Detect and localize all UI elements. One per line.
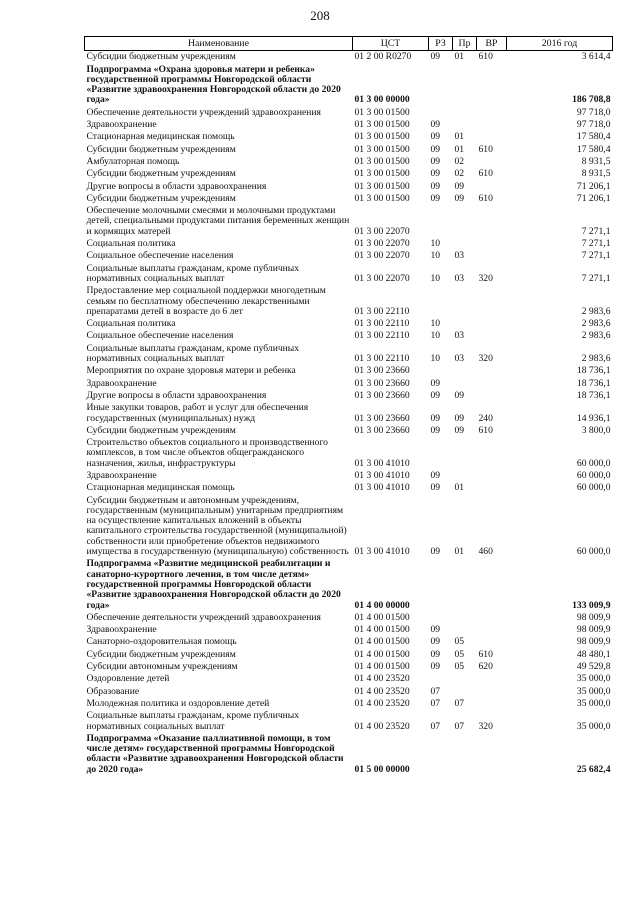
row-code: 01 3 00 41010 [354,469,410,481]
row-vr [477,131,507,143]
row-vr [477,673,507,685]
row-code: 01 4 00 00000 [354,599,410,611]
row-amount: 35 000,0 [576,673,611,685]
row-pr [453,558,477,611]
row-code: 01 3 00 23660 [354,389,410,401]
row-name: Социальное обеспечение населения [86,250,234,262]
row-pr: 05 [454,661,465,673]
row-pr [453,365,477,377]
row-rz: 09 [430,131,441,143]
row-rz: 09 [430,546,441,558]
table-row [85,470,613,482]
column-header-name: Наименование [85,37,353,51]
row-rz: 10 [430,272,441,284]
row-amount: 35 000,0 [576,685,611,697]
row-rz: 09 [430,180,441,192]
row-code: 01 4 00 01500 [354,648,410,660]
row-amount: 17 580,4 [576,143,611,155]
row-code: 01 3 00 00000 [354,94,410,106]
row-amount: 48 480,1 [576,648,611,660]
row-name: Социальная политика [86,318,176,330]
table-row [85,378,613,390]
row-code: 01 4 00 23520 [354,673,410,685]
row-code: 01 3 00 01500 [354,131,410,143]
row-name: Здравоохранение [86,624,157,636]
column-header-vr: ВР [477,37,507,51]
row-name: Социальные выплаты гражданам, кроме публичных нормативных социальных выплат [86,342,300,365]
row-code: 01 3 00 01500 [354,143,410,155]
row-code: 01 3 00 01500 [354,119,410,131]
row-code: 01 3 00 22070 [354,250,410,262]
table-row [85,661,613,673]
table-row [85,624,613,636]
row-pr [453,285,477,318]
row-name: Субсидии бюджетным учреждениям [86,648,236,660]
row-vr [477,285,507,318]
table-row [85,733,613,776]
row-amount: 60 000,0 [576,482,611,494]
row-pr: 07 [454,720,465,732]
row-name: Оздоровление детей [86,673,170,685]
row-vr: 610 [478,168,493,180]
row-pr: 02 [454,168,465,180]
row-rz: 09 [430,412,441,424]
row-amount: 18 736,1 [576,389,611,401]
row-vr: 320 [478,272,493,284]
row-rz [429,673,453,685]
table-row [85,107,613,119]
row-pr [453,318,477,330]
row-name: Стационарная медицинская помощь [86,131,235,143]
row-name: Санаторно-оздоровительная помощь [86,636,237,648]
table-row [85,437,613,470]
row-vr [477,64,507,107]
row-name: Другие вопросы в области здравоохранения [86,180,267,192]
table-row [85,318,613,330]
row-amount: 2 983,6 [581,353,611,365]
row-pr [453,107,477,119]
row-vr [477,238,507,250]
row-pr: 09 [454,412,465,424]
table-row [85,343,613,366]
row-vr [477,558,507,611]
row-amount: 133 009,9 [572,599,611,611]
row-rz [429,285,453,318]
row-amount: 97 718,0 [576,119,611,131]
row-amount: 7 271,1 [581,225,611,237]
row-pr [453,378,477,390]
row-code: 01 3 00 22110 [354,318,410,330]
row-vr [477,624,507,636]
row-rz: 09 [430,636,441,648]
row-code: 01 3 00 22110 [354,330,410,342]
row-amount: 186 708,8 [572,94,611,106]
row-vr [477,365,507,377]
row-pr: 03 [454,353,465,365]
row-pr [453,612,477,624]
row-name: Здравоохранение [86,377,157,389]
table-row [85,365,613,377]
row-rz [429,733,453,776]
row-rz: 09 [430,155,441,167]
row-code: 01 4 00 01500 [354,611,410,623]
row-code: 01 3 00 41010 [354,546,410,558]
row-name: Здравоохранение [86,119,157,131]
row-rz [429,205,453,238]
row-vr [477,470,507,482]
row-rz: 09 [430,469,441,481]
row-name: Предоставление мер социальной поддержки многодетным семьям по бесплатному обеспечению лекарственными препаратами детей в возрасте до 6 лет [86,285,326,317]
row-vr [477,119,507,131]
column-header-pr: Пр [453,37,477,51]
row-name: Иные закупки товаров, работ и услуг для обеспечения государственных (муниципальных) нужд [86,402,309,424]
row-code: 01 4 00 01500 [354,661,410,673]
row-amount: 7 271,1 [581,250,611,262]
table-row [85,425,613,437]
row-amount: 18 736,1 [576,365,611,377]
row-code: 01 3 00 22110 [354,305,410,317]
row-amount: 49 529,8 [576,661,611,673]
row-name: Строительство объектов социального и производственного комплексов, в том числе объектов общегражданского назначения, жилья, инфраструктуры [86,437,328,469]
row-pr [453,470,477,482]
row-vr [477,686,507,698]
row-vr [477,698,507,710]
row-amount: 98 009,9 [576,624,611,636]
row-rz: 09 [430,482,441,494]
row-pr: 03 [454,250,465,262]
row-amount: 7 271,1 [581,272,611,284]
row-vr [477,378,507,390]
row-name: Другие вопросы в области здравоохранения [86,389,267,401]
table-row [85,285,613,318]
row-pr: 03 [454,330,465,342]
row-rz: 10 [430,330,441,342]
row-amount: 18 736,1 [576,377,611,389]
row-rz [429,437,453,470]
row-rz: 09 [430,624,441,636]
table-row [85,686,613,698]
row-name: Социальная политика [86,238,176,250]
row-code: 01 4 00 01500 [354,636,410,648]
row-amount: 3 800,0 [581,424,611,436]
row-code: 01 3 00 22110 [354,353,410,365]
row-rz: 09 [430,143,441,155]
row-vr [477,437,507,470]
row-amount: 35 000,0 [576,720,611,732]
row-rz [429,107,453,119]
row-amount: 2 983,6 [581,330,611,342]
table-row [85,250,613,262]
row-rz [429,558,453,611]
row-amount: 35 000,0 [576,697,611,709]
row-name: Образование [86,685,140,697]
table-header-row [85,37,613,51]
row-pr [453,624,477,636]
table-row [85,181,613,193]
row-vr [477,181,507,193]
row-vr [477,156,507,168]
row-vr: 610 [478,143,493,155]
row-pr: 01 [454,143,465,155]
row-rz: 09 [430,661,441,673]
row-name: Обеспечение деятельности учреждений здравоохранения [86,106,321,118]
row-code: 01 5 00 00000 [354,763,410,775]
row-vr [477,205,507,238]
table-row [85,636,613,648]
row-amount: 25 682,4 [576,763,611,775]
row-pr: 05 [454,636,465,648]
row-amount: 60 000,0 [576,469,611,481]
table-row [85,156,613,168]
row-vr: 620 [478,661,493,673]
row-vr: 610 [478,424,493,436]
row-vr: 320 [478,353,493,365]
row-name: Социальные выплаты гражданам, кроме публичных нормативных социальных выплат [86,710,300,732]
row-name: Субсидии бюджетным учреждениям [86,51,236,63]
row-vr: 240 [478,412,493,424]
row-name: Подпрограмма «Оказание паллиативной помощи, в том числе детям» государственной программы Новгородской области «Развитие здравоохранения Новгородской области до 2020 года» [86,732,344,775]
row-name: Субсидии бюджетным учреждениям [86,424,236,436]
table-row [85,330,613,342]
column-header-amount: 2016 год [507,37,613,51]
table-row [85,205,613,238]
row-rz: 09 [430,51,441,63]
table-row [85,710,613,733]
row-pr [453,673,477,685]
row-amount: 3 614,4 [581,51,611,63]
row-pr [453,119,477,131]
row-rz: 09 [430,389,441,401]
row-amount: 8 931,5 [581,155,611,167]
table-row [85,402,613,425]
row-vr [477,107,507,119]
row-amount: 71 206,1 [576,180,611,192]
row-name: Здравоохранение [86,469,157,481]
row-amount: 7 271,1 [581,238,611,250]
row-rz: 07 [430,685,441,697]
budget-table [84,36,613,776]
table-row [85,238,613,250]
row-amount: 98 009,9 [576,636,611,648]
row-name: Подпрограмма «Охрана здоровья матери и ребенка» государственной программы Новгородской области «Развитие здравоохранения Новгородской области до 2020 года» [86,63,341,106]
row-amount: 2 983,6 [581,305,611,317]
row-rz: 09 [430,424,441,436]
row-rz: 09 [430,119,441,131]
row-code: 01 4 00 01500 [354,624,410,636]
table-row [85,612,613,624]
row-vr: 320 [478,720,493,732]
row-code: 01 3 00 01500 [354,192,410,204]
row-pr [453,64,477,107]
row-code: 01 3 00 22070 [354,272,410,284]
row-name: Молодежная политика и оздоровление детей [86,697,270,709]
row-pr: 02 [454,155,465,167]
row-code: 01 3 00 23660 [354,365,410,377]
row-pr: 01 [454,131,465,143]
row-pr: 09 [454,424,465,436]
row-name: Субсидии бюджетным учреждениям [86,168,236,180]
row-name: Стационарная медицинская помощь [86,482,235,494]
table-row [85,698,613,710]
row-code: 01 3 00 01500 [354,106,410,118]
row-rz: 10 [430,318,441,330]
table-row [85,390,613,402]
row-vr [477,612,507,624]
row-pr [453,733,477,776]
row-vr: 610 [478,51,493,63]
row-code: 01 4 00 23520 [354,720,410,732]
row-pr: 01 [454,482,465,494]
row-code: 01 4 00 23520 [354,685,410,697]
row-pr [453,238,477,250]
row-code: 01 3 00 22070 [354,238,410,250]
row-pr: 09 [454,389,465,401]
table-row [85,263,613,286]
table-row [85,64,613,107]
row-name: Субсидии бюджетным учреждениям [86,143,236,155]
table-row [85,119,613,131]
row-rz: 07 [430,697,441,709]
row-name: Субсидии автономным учреждениям [86,661,238,673]
table-body [85,51,613,776]
row-vr [477,250,507,262]
row-code: 01 3 00 41010 [354,457,410,469]
table-row [85,144,613,156]
table-row [85,51,613,64]
row-pr [453,437,477,470]
row-vr [477,390,507,402]
table-row [85,673,613,685]
row-pr: 07 [454,697,465,709]
row-name: Социальное обеспечение населения [86,330,234,342]
row-code: 01 3 00 41010 [354,482,410,494]
row-name: Обеспечение деятельности учреждений здравоохранения [86,611,321,623]
row-code: 01 3 00 23660 [354,377,410,389]
row-code: 01 2 00 R0270 [354,51,412,63]
page-number: 208 [310,8,330,23]
row-amount: 17 580,4 [576,131,611,143]
row-vr [477,318,507,330]
row-rz: 10 [430,238,441,250]
row-amount: 60 000,0 [576,457,611,469]
row-vr [477,636,507,648]
row-name: Социальные выплаты гражданам, кроме публичных нормативных социальных выплат [86,262,300,284]
table-row [85,558,613,611]
row-rz: 09 [430,168,441,180]
row-pr: 09 [454,180,465,192]
row-amount: 71 206,1 [576,192,611,204]
row-amount: 8 931,5 [581,168,611,180]
row-pr: 05 [454,648,465,660]
row-rz [429,612,453,624]
table-row [85,649,613,661]
table-row [85,495,613,559]
row-amount: 14 936,1 [576,412,611,424]
row-pr: 01 [454,51,465,63]
row-rz: 07 [430,720,441,732]
row-rz: 09 [430,192,441,204]
row-rz: 10 [430,353,441,365]
row-code: 01 3 00 01500 [354,168,410,180]
row-rz: 09 [430,648,441,660]
row-pr: 09 [454,192,465,204]
row-rz [429,365,453,377]
row-amount: 97 718,0 [576,106,611,118]
row-code: 01 3 00 01500 [354,155,410,167]
table-row [85,482,613,494]
row-name: Амбулаторная помощь [86,155,180,167]
row-name: Мероприятия по охране здоровья матери и ребенка [86,365,296,377]
row-name: Обеспечение молочными смесями и молочными продуктами детей, специальными продуктами питания беременных женщин и кормящих матерей [86,205,350,237]
row-pr: 01 [454,546,465,558]
row-vr [477,733,507,776]
row-code: 01 3 00 22070 [354,225,410,237]
table-row [85,193,613,205]
row-pr [453,205,477,238]
table-row [85,131,613,143]
row-code: 01 3 00 23660 [354,424,410,436]
row-rz: 10 [430,250,441,262]
row-code: 01 3 00 01500 [354,180,410,192]
row-rz: 09 [430,377,441,389]
row-code: 01 3 00 23660 [354,412,410,424]
row-pr: 03 [454,272,465,284]
row-rz [429,64,453,107]
row-name: Подпрограмма «Развитие медицинской реабилитации и санаторно-курортного лечения, в том числе детям» государственной программы Новгородской области «Развитие здравоохранения Новгородской области до 2020 года» [86,558,341,611]
column-header-code: ЦСТ [353,37,429,51]
row-code: 01 4 00 23520 [354,697,410,709]
row-vr: 610 [478,648,493,660]
column-header-rz: РЗ [429,37,453,51]
row-amount: 98 009,9 [576,611,611,623]
row-vr: 460 [478,546,493,558]
table-row [85,168,613,180]
row-name: Субсидии бюджетным и автономным учреждениям, государственным (муниципальным) унитарным предприятиям на осуществление капитальных вложений в объекты капитального строительства государственной (муниципальной) собственности или приобретение объектов недвижимого имущества в государственную (муниципальную) собственность [86,494,349,558]
row-amount: 60 000,0 [576,546,611,558]
row-name: Субсидии бюджетным учреждениям [86,192,236,204]
row-vr [477,330,507,342]
row-amount: 2 983,6 [581,318,611,330]
row-pr [453,686,477,698]
row-vr: 610 [478,192,493,204]
row-vr [477,482,507,494]
